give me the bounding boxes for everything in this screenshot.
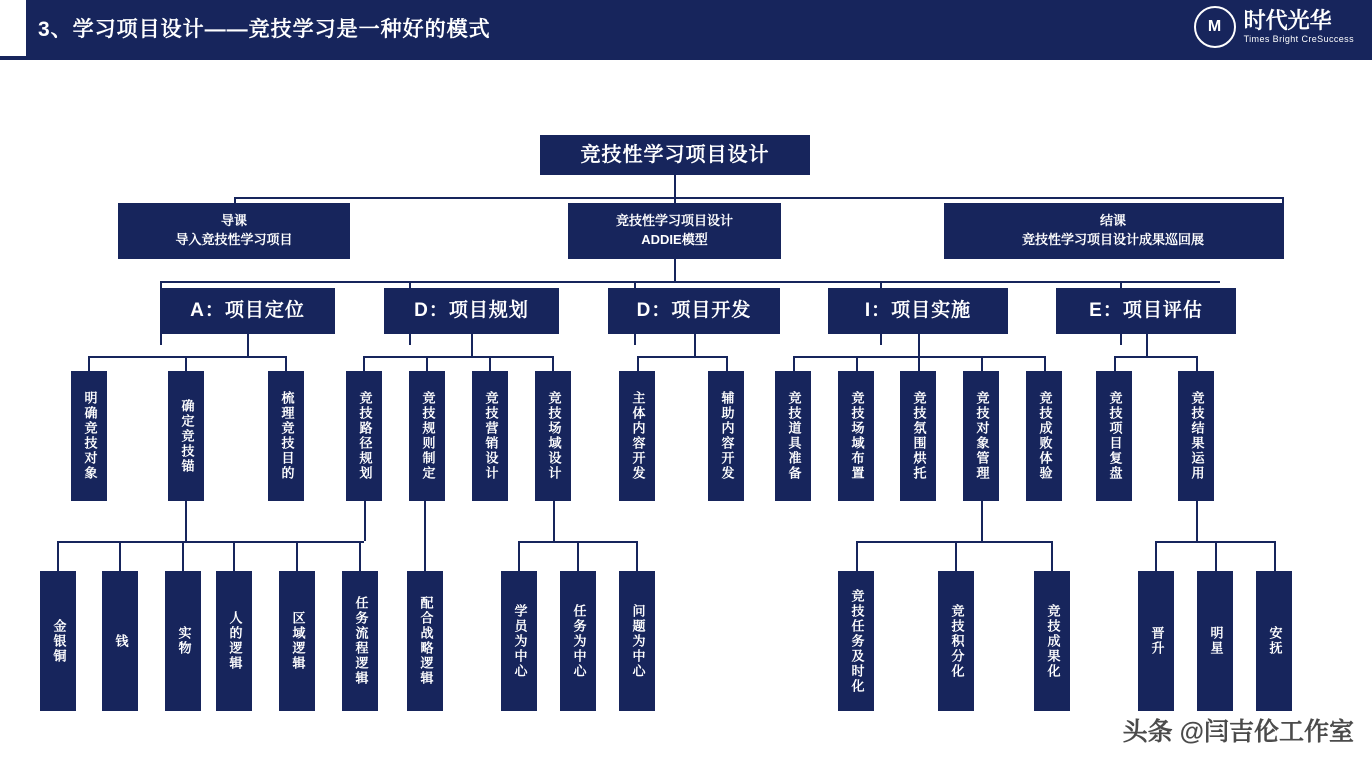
brand-logo — [1194, 6, 1354, 48]
diagram-node-D2: D：项目开发 — [608, 288, 780, 334]
connector — [233, 541, 235, 571]
diagram-node-l2c — [944, 203, 1282, 259]
connector — [918, 356, 920, 372]
diagram-node-n5: 竞技规则制定 — [409, 371, 445, 501]
diagram-node-n10: 竞技道具准备 — [775, 371, 811, 501]
diagram-node-n9: 辅助内容开发 — [708, 371, 744, 501]
connector — [364, 501, 366, 541]
connector — [637, 356, 639, 372]
diagram-node-l2a — [118, 203, 350, 259]
connector — [553, 501, 555, 541]
node-line-1: 竞技性学习项目设计 — [615, 213, 733, 229]
diagram-node-m13: 竞技成果化 — [1034, 571, 1070, 711]
connector — [955, 541, 957, 571]
connector — [160, 281, 1220, 283]
diagram-node-n8: 主体内容开发 — [619, 371, 655, 501]
diagram-node-n13: 竞技对象管理 — [963, 371, 999, 501]
diagram-node-n1: 明确竞技对象 — [71, 371, 107, 501]
connector — [856, 541, 858, 571]
connector — [552, 356, 554, 372]
connector — [518, 541, 520, 571]
diagram-node-I: I：项目实施 — [828, 288, 1008, 334]
diagram-node-m6: 任务流程逻辑 — [342, 571, 378, 711]
connector — [1196, 501, 1198, 541]
connector — [674, 259, 676, 281]
connector — [88, 356, 90, 372]
diagram-node-l2b — [568, 203, 781, 259]
diagram-node-m11: 竞技任务及时化 — [838, 571, 874, 711]
connector — [1146, 334, 1148, 356]
connector — [489, 356, 491, 372]
connector — [981, 501, 983, 541]
diagram-node-n12: 竞技氛围烘托 — [900, 371, 936, 501]
connector — [424, 501, 426, 571]
connector — [363, 356, 552, 358]
diagram-node-m9: 任务为中心 — [560, 571, 596, 711]
connector — [247, 334, 249, 356]
connector — [119, 541, 121, 571]
diagram-node-m5: 区域逻辑 — [279, 571, 315, 711]
header-accent-bar — [0, 0, 26, 56]
connector — [1114, 356, 1197, 358]
diagram-node-m2: 钱 — [102, 571, 138, 711]
node-line-2: ADDIE模型 — [641, 232, 708, 247]
diagram-node-m8: 学员为中心 — [501, 571, 537, 711]
diagram-node-m14: 晋升 — [1138, 571, 1174, 711]
diagram-node-n11: 竞技场域布置 — [838, 371, 874, 501]
connector — [1282, 197, 1284, 259]
diagram-node-m4: 人的逻辑 — [216, 571, 252, 711]
diagram-node-n14: 竞技成败体验 — [1026, 371, 1062, 501]
watermark: 头条 @闫吉伦工作室 — [1122, 718, 1354, 746]
connector — [1155, 541, 1157, 571]
connector — [856, 541, 1051, 543]
connector — [694, 334, 696, 356]
node-line-2: 竞技性学习项目设计成果巡回展 — [1021, 232, 1204, 247]
diagram-node-m7: 配合战略逻辑 — [407, 571, 443, 711]
connector — [1051, 541, 1053, 571]
logo-name-cn: 时代光华 — [1243, 8, 1332, 33]
logo-name-en: Times Bright CreSuccess — [1243, 34, 1354, 44]
diagram-node-n16: 竞技结果运用 — [1178, 371, 1214, 501]
diagram-node-n7: 竞技场域设计 — [535, 371, 571, 501]
connector — [359, 541, 361, 571]
connector — [285, 356, 287, 372]
logo-mark-icon: M — [1194, 6, 1236, 48]
diagram-node-m3: 实物 — [165, 571, 201, 711]
diagram-node-m12: 竞技积分化 — [938, 571, 974, 711]
connector — [233, 541, 364, 543]
connector — [363, 356, 365, 372]
connector — [296, 541, 298, 571]
connector — [1044, 356, 1046, 372]
diagram-node-m10: 问题为中心 — [619, 571, 655, 711]
connector — [577, 541, 579, 571]
connector — [1114, 356, 1116, 372]
diagram-node-D1: D：项目规划 — [384, 288, 559, 334]
connector — [636, 541, 638, 571]
connector — [981, 356, 983, 372]
page-header — [0, 0, 1372, 56]
diagram-node-n15: 竞技项目复盘 — [1096, 371, 1132, 501]
diagram-node-A: A：项目定位 — [160, 288, 335, 334]
connector — [185, 501, 187, 541]
connector — [185, 356, 187, 372]
diagram-node-E: E：项目评估 — [1056, 288, 1236, 334]
connector — [856, 356, 858, 372]
node-line-1: 导课 — [220, 213, 247, 229]
connector — [234, 197, 1282, 199]
connector — [637, 356, 726, 358]
diagram-node-m15: 明星 — [1197, 571, 1233, 711]
connector — [182, 541, 184, 571]
diagram-node-n6: 竞技营销设计 — [472, 371, 508, 501]
connector — [726, 356, 728, 372]
diagram-node-n3: 梳理竞技目的 — [268, 371, 304, 501]
connector — [471, 334, 473, 356]
connector — [57, 541, 247, 543]
node-line-2: 导入竞技性学习项目 — [175, 232, 293, 247]
connector — [1196, 356, 1198, 372]
diagram-node-n2: 确定竞技锚 — [168, 371, 204, 501]
connector — [1215, 541, 1217, 571]
connector — [793, 356, 795, 372]
connector — [918, 334, 920, 356]
connector — [426, 356, 428, 372]
node-line-1: 结课 — [1099, 213, 1126, 229]
diagram-node-root: 竞技性学习项目设计 — [540, 135, 810, 175]
page-title: 3、学习项目设计——竞技学习是一种好的模式 — [38, 18, 491, 41]
diagram-node-m1: 金银铜 — [40, 571, 76, 711]
connector — [57, 541, 59, 571]
diagram-canvas — [0, 60, 1372, 762]
diagram-node-n4: 竞技路径规划 — [346, 371, 382, 501]
connector — [1274, 541, 1276, 571]
connector — [674, 175, 676, 197]
diagram-node-m16: 安抚 — [1256, 571, 1292, 711]
